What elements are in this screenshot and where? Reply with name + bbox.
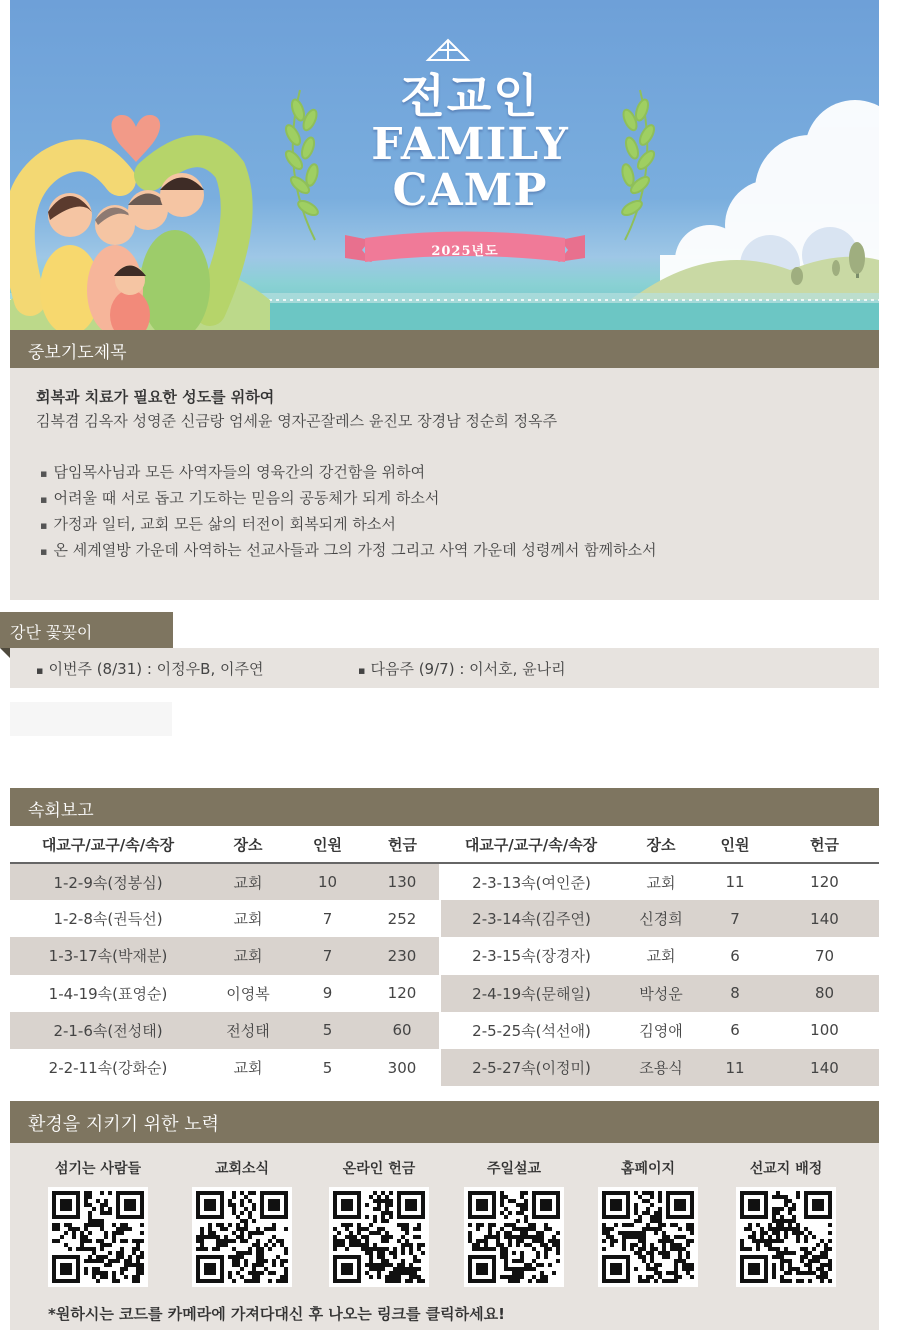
cell-name: 2-3-15속(장경자) <box>440 937 622 974</box>
report-header-label: 속회보고 <box>28 801 94 821</box>
cell-place: 교회 <box>646 873 676 892</box>
table-row <box>10 900 879 937</box>
qr-sunday-sermon[interactable] <box>454 1158 574 1287</box>
col-place: 장소 <box>622 826 700 863</box>
prayer-item: ▪ 어려울 때 서로 돕고 기도하는 믿음의 공동체가 되게 하소서 <box>40 486 657 512</box>
cell-count: 7 <box>290 937 365 974</box>
title-line-1: 전교인 <box>400 69 540 123</box>
cell-name: 1-2-9속(정봉심) <box>10 863 206 900</box>
cell-offering: 120 <box>387 984 417 1003</box>
cell-place: 조용식 <box>622 1049 700 1086</box>
flowers-header <box>0 612 173 648</box>
cell-name: 1-2-8속(권득선) <box>53 910 163 929</box>
flowers-this-week: ▪ 이번주 (8/31) : 이정우B, 이주연 <box>36 658 263 679</box>
qr-instruction: *원하시는 코드를 카메라에 가져다대신 후 나오는 링크를 클릭하세요! <box>48 1305 505 1323</box>
cell-name: 2-5-27속(이정미) <box>440 1049 622 1086</box>
title-line-3: CAMP <box>392 165 548 216</box>
col-place: 장소 <box>206 826 290 863</box>
cell-name: 2-2-11속(강화순) <box>48 1059 168 1078</box>
cell-place: 교회 <box>206 863 290 900</box>
qr-church-news[interactable] <box>182 1158 302 1287</box>
cell-name: 1-4-19속(표영순) <box>48 984 168 1003</box>
qr-code-icon[interactable] <box>598 1187 698 1287</box>
qr-label: 섬기는 사람들 <box>54 1161 142 1177</box>
cell-place: 교회 <box>233 1059 263 1078</box>
cell-name: 2-4-19속(문해일) <box>440 975 622 1012</box>
title-line-2: FAMILY <box>371 119 569 170</box>
prayer-header <box>10 330 879 368</box>
eco-header-label: 환경을 지키기 위한 노력 <box>28 1114 220 1135</box>
qr-code-icon[interactable] <box>48 1187 148 1287</box>
qr-code <box>333 1191 425 1283</box>
qr-label: 온라인 헌금 <box>342 1161 416 1177</box>
prayer-item: ▪ 가정과 일터, 교회 모든 삶의 터전이 회복되게 하소서 <box>40 512 657 538</box>
eco-header <box>10 1101 879 1143</box>
prayer-item: ▪ 온 세계열방 가운데 사역하는 선교사들과 그의 가정 그리고 사역 가운데 성령께서 함께하소서 <box>40 538 657 564</box>
camp-banner <box>10 0 879 330</box>
qr-code <box>740 1191 832 1283</box>
camp-title <box>340 70 600 214</box>
col-group: 대교구/교구/속/속장 <box>10 826 206 863</box>
cell-offering: 252 <box>387 909 417 928</box>
col-count: 인원 <box>290 826 365 863</box>
qr-code <box>52 1191 144 1283</box>
cell-name: 2-1-6속(전성태) <box>10 1012 206 1049</box>
col-offering: 헌금 <box>770 826 879 863</box>
cell-count: 11 <box>700 1049 770 1086</box>
cell-count: 11 <box>725 873 745 892</box>
prayer-names: 김복겸 김옥자 성영준 신금랑 엄세윤 영자곤잘레스 윤진모 장경남 정순희 정옥주 <box>36 412 558 430</box>
qr-label: 선교지 배정 <box>749 1161 823 1177</box>
report-header-row <box>10 826 879 863</box>
table-row <box>10 1049 879 1086</box>
cell-offering: 120 <box>810 873 839 892</box>
table-row <box>10 1012 879 1049</box>
qr-label: 교회소식 <box>214 1161 270 1177</box>
prayer-section <box>10 368 879 600</box>
cell-place: 교회 <box>646 947 676 966</box>
qr-mission-field[interactable] <box>726 1158 846 1287</box>
cell-offering: 140 <box>770 1049 879 1086</box>
cell-count: 8 <box>700 975 770 1012</box>
cell-count: 5 <box>322 1058 333 1077</box>
qr-servers[interactable] <box>38 1158 158 1287</box>
cell-place: 전성태 <box>206 1012 290 1049</box>
cell-place: 박성운 <box>622 975 700 1012</box>
prayer-item: ▪ 담임목사님과 모든 사역자들의 영육간의 강건함을 위하여 <box>40 460 657 486</box>
cell-count: 9 <box>322 984 333 1003</box>
col-group: 대교구/교구/속/속장 <box>440 826 622 863</box>
qr-label: 홈페이지 <box>620 1161 676 1177</box>
table-row <box>10 863 879 900</box>
cell-place: 김영애 <box>639 1021 683 1040</box>
col-count: 인원 <box>700 826 770 863</box>
cell-offering: 130 <box>365 863 440 900</box>
qr-code <box>602 1191 694 1283</box>
cell-place: 교회 <box>233 910 263 929</box>
qr-homepage[interactable] <box>588 1158 708 1287</box>
flowers-header-label: 강단 꽃꽂이 <box>10 623 93 642</box>
report-table <box>10 826 879 1086</box>
qr-online-offering[interactable] <box>319 1158 439 1287</box>
cell-count: 7 <box>700 900 770 937</box>
flowers-section <box>10 648 879 688</box>
cell-count: 6 <box>730 946 740 965</box>
table-row <box>10 975 879 1012</box>
tag-fold <box>0 648 10 658</box>
cell-offering: 300 <box>387 1058 417 1077</box>
col-offering: 헌금 <box>365 826 440 863</box>
cell-offering: 230 <box>365 937 440 974</box>
table-row <box>10 937 879 974</box>
cell-offering: 100 <box>810 1021 839 1040</box>
report-header <box>10 788 879 826</box>
cell-offering: 70 <box>814 946 835 965</box>
cell-name: 1-3-17속(박재분) <box>10 937 206 974</box>
cell-count: 10 <box>290 863 365 900</box>
cell-offering: 80 <box>770 975 879 1012</box>
cell-offering: 140 <box>770 900 879 937</box>
cell-count: 5 <box>290 1012 365 1049</box>
prayer-header-label: 중보기도제목 <box>28 343 127 363</box>
qr-code <box>196 1191 288 1283</box>
prayer-title: 회복과 치료가 필요한 성도를 위하여 <box>36 388 275 406</box>
qr-code <box>468 1191 560 1283</box>
qr-label: 주일설교 <box>486 1161 542 1177</box>
cell-count: 7 <box>322 909 333 928</box>
cell-place: 교회 <box>206 937 290 974</box>
prayer-list <box>40 460 657 564</box>
year-ribbon: 2025년도 <box>431 244 499 259</box>
qr-code-icon[interactable] <box>464 1187 564 1287</box>
cell-name: 2-3-13속(여인준) <box>440 863 622 900</box>
flowers-next-week: ▪ 다음주 (9/7) : 이서호, 윤나리 <box>358 658 566 679</box>
blank-block <box>10 702 172 736</box>
cell-name: 2-5-25속(석선애) <box>440 1012 622 1049</box>
cell-count: 6 <box>730 1021 740 1040</box>
qr-code-icon[interactable] <box>736 1187 836 1287</box>
cell-offering: 60 <box>365 1012 440 1049</box>
qr-code-icon[interactable] <box>329 1187 429 1287</box>
cell-name: 2-3-14속(김주연) <box>440 900 622 937</box>
qr-section <box>10 1143 879 1330</box>
cell-place: 신경희 <box>622 900 700 937</box>
cell-place: 이영복 <box>226 984 270 1003</box>
qr-code-icon[interactable] <box>192 1187 292 1287</box>
